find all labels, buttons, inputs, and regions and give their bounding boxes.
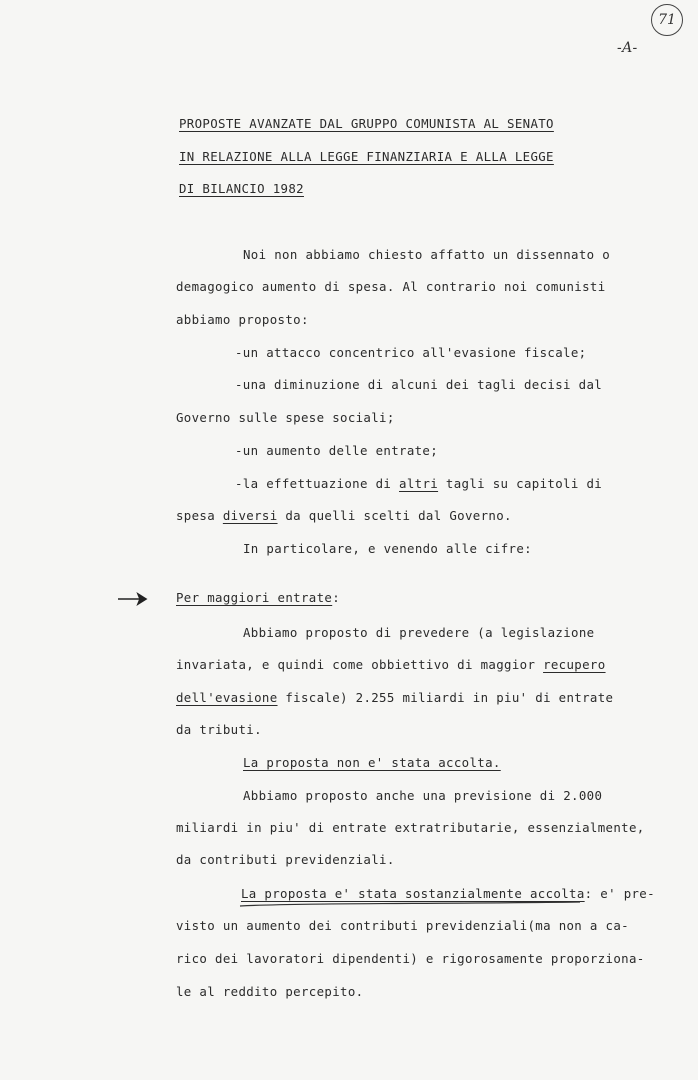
underlined-accolta: La proposta e' stata sostanzialmente accolta bbox=[241, 886, 585, 901]
body-line-16: Abbiamo proposto anche una previsione di 2.000 bbox=[243, 788, 603, 803]
body-line-20-b: (ma non a ca- bbox=[527, 918, 629, 933]
body-line-21-a: rico dei lavoratori dipendenti bbox=[176, 951, 411, 966]
section-heading-text: Per maggiori entrate bbox=[176, 590, 333, 605]
body-line-20-a: visto un aumento dei contributi previdenziali bbox=[176, 918, 528, 933]
underlined-altri: altri bbox=[399, 476, 439, 491]
title-line-3: DI BILANCIO 1982 bbox=[179, 181, 304, 196]
wavy-underline-mark bbox=[240, 902, 580, 906]
body-line-21-b: ) e rigorosamente proporziona- bbox=[410, 951, 645, 966]
body-line-9-c: da quelli scelti dal Governo. bbox=[277, 508, 512, 523]
body-line-19-b: : e' pre- bbox=[584, 886, 655, 901]
body-line-8-c: tagli su capitoli di bbox=[438, 476, 603, 491]
body-line-3: abbiamo proposto: bbox=[176, 312, 309, 327]
underlined-recupero: recupero bbox=[543, 657, 606, 672]
body-line-6: Governo sulle spese sociali; bbox=[176, 410, 395, 425]
body-line-12-a: invariata, e quindi come obbiettivo di maggior bbox=[176, 657, 544, 672]
page-label: -A- bbox=[617, 40, 638, 56]
body-line-17: miliardi in piu' di entrate extratributarie, essenzialmente, bbox=[176, 820, 645, 835]
body-line-15: La proposta non e' stata accolta. bbox=[243, 755, 501, 770]
body-line-11: Abbiamo proposto di prevedere (a legislazione bbox=[243, 625, 595, 640]
body-line-7: -un aumento delle entrate; bbox=[235, 443, 439, 458]
body-line-14: da tributi. bbox=[176, 722, 262, 737]
underlined-diversi: diversi bbox=[222, 508, 278, 523]
body-line-9-a: spesa bbox=[176, 508, 223, 523]
body-line-18: da contributi previdenziali. bbox=[176, 852, 395, 867]
section-heading-colon: : bbox=[332, 590, 341, 605]
body-line-22: le al reddito percepito. bbox=[176, 984, 364, 999]
body-line-5: -una diminuzione di alcuni dei tagli decisi dal bbox=[235, 377, 603, 392]
body-line-4: -un attacco concentrico all'evasione fiscale; bbox=[235, 345, 587, 360]
title-line-2: IN RELAZIONE ALLA LEGGE FINANZIARIA E ALLA LEGGE bbox=[179, 149, 554, 164]
body-line-2: demagogico aumento di spesa. Al contrario noi comunisti bbox=[176, 279, 606, 294]
arrow-icon bbox=[118, 594, 146, 604]
page-number-stamp-text: 71 bbox=[658, 12, 676, 28]
body-line-1: Noi non abbiamo chiesto affatto un dissennato o bbox=[243, 247, 611, 262]
underlined-evasione: dell'evasione bbox=[176, 690, 278, 705]
body-line-8-a: -la effettuazione di bbox=[235, 476, 400, 491]
body-line-10: In particolare, e venendo alle cifre: bbox=[243, 541, 532, 556]
body-line-13-b: fiscale) 2.255 miliardi in piu' di entrate bbox=[277, 690, 614, 705]
title-line-1: PROPOSTE AVANZATE DAL GRUPPO COMUNISTA AL SENATO bbox=[179, 116, 554, 131]
